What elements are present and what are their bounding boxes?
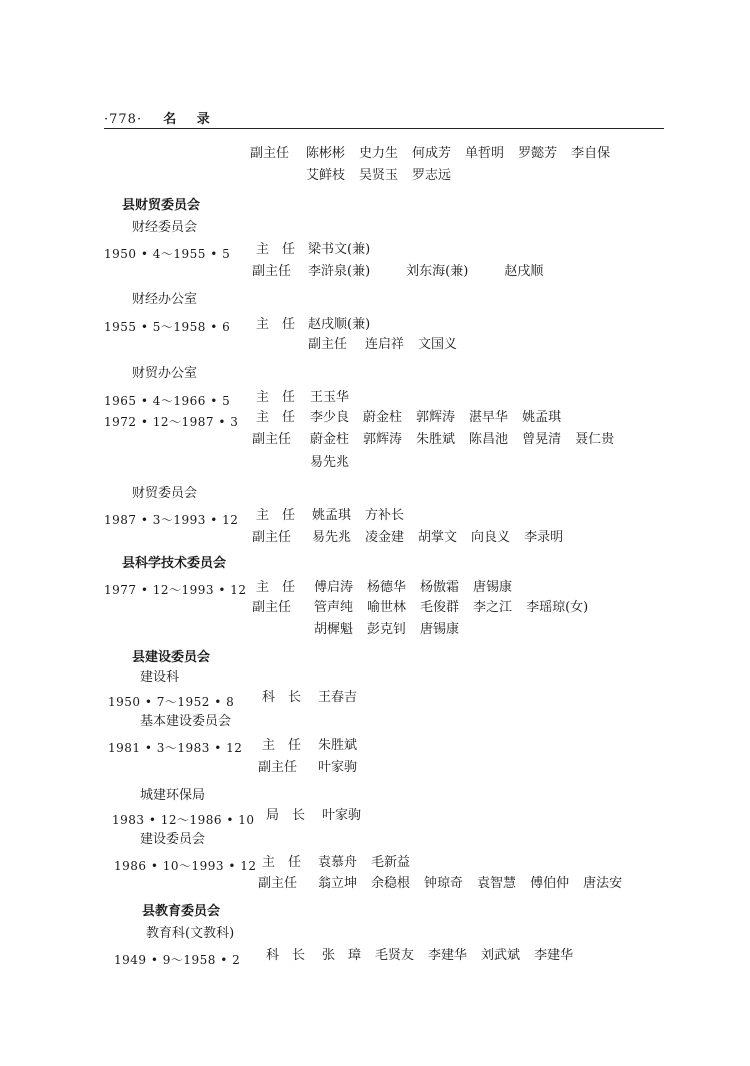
role-label: 主 任 <box>256 390 296 405</box>
role-label: 副主任 <box>252 530 292 545</box>
person-name: 毛俊群 <box>420 600 460 615</box>
person-name: 梁书文(兼) <box>308 242 371 257</box>
person-name: 文国义 <box>418 337 458 352</box>
person-name: 李瑶琼(女) <box>526 600 589 615</box>
name-list <box>308 242 384 258</box>
person-name: 袁慕舟 <box>318 855 358 870</box>
role-label: 副主任 <box>258 760 298 775</box>
person-name: 余稳根 <box>371 876 411 891</box>
date-range: 1950 • 7～1952 • 8 <box>108 695 235 709</box>
page-title: 名 录 <box>163 112 218 127</box>
date-range: 1965 • 4～1966 • 5 <box>104 394 231 408</box>
person-name: 张 璋 <box>322 948 362 963</box>
person-name: 管声纯 <box>314 600 354 615</box>
subsection-title: 教育科(文教科) <box>146 926 235 941</box>
person-name: 刘东海(兼) <box>406 264 469 279</box>
role-label: 主 任 <box>256 580 296 595</box>
subsection-title: 建设委员会 <box>140 832 206 847</box>
person-name: 喻世林 <box>367 600 407 615</box>
role-label: 科 长 <box>266 948 306 963</box>
name-list <box>310 410 575 426</box>
role-label: 主 任 <box>262 855 302 870</box>
person-name: 连启祥 <box>365 337 405 352</box>
person-name: 李之江 <box>473 600 513 615</box>
person-name: 李录明 <box>524 530 564 545</box>
person-name: 姚孟琪 <box>312 508 352 523</box>
name-list <box>308 264 579 280</box>
name-list <box>312 530 577 546</box>
date-range: 1987 • 3～1993 • 12 <box>104 513 239 527</box>
person-name: 朱胜斌 <box>416 432 456 447</box>
name-list <box>312 508 418 524</box>
subsection-title: 财经委员会 <box>132 220 198 235</box>
person-name: 傅伯仲 <box>530 876 570 891</box>
role-label: 副主任 <box>252 600 292 615</box>
name-list <box>310 455 363 471</box>
person-name: 王玉华 <box>310 390 350 405</box>
subsection-title: 财经办公室 <box>132 292 198 307</box>
section-title: 县财贸委员会 <box>122 198 201 213</box>
name-list <box>306 146 624 162</box>
name-list <box>318 855 424 871</box>
person-name: 罗志远 <box>412 168 452 183</box>
section-title: 县建设委员会 <box>132 650 211 665</box>
name-list <box>314 600 602 616</box>
person-name: 蔚金柱 <box>310 432 350 447</box>
name-list <box>308 317 384 333</box>
name-list <box>310 390 363 406</box>
page-number: ·778· <box>104 112 143 127</box>
name-list <box>314 580 526 596</box>
name-list <box>365 337 471 353</box>
role-label: 主 任 <box>256 508 296 523</box>
name-list <box>322 948 587 964</box>
name-list <box>314 622 473 638</box>
name-list <box>310 432 628 448</box>
date-range: 1972 • 12～1987 • 3 <box>104 415 239 429</box>
person-name: 王春吉 <box>318 690 358 705</box>
person-name: 聂仁贵 <box>575 432 615 447</box>
person-name: 陈昌池 <box>469 432 509 447</box>
subsection-title: 财贸委员会 <box>132 486 198 501</box>
person-name: 刘武斌 <box>481 948 521 963</box>
person-name: 赵戌顺 <box>504 264 544 279</box>
person-name: 单哲明 <box>465 146 505 161</box>
person-name: 毛贤友 <box>375 948 415 963</box>
name-list <box>318 690 371 706</box>
person-name: 叶家驹 <box>322 808 362 823</box>
role-label: 主 任 <box>256 317 296 332</box>
person-name: 李建华 <box>534 948 574 963</box>
person-name: 李少良 <box>310 410 350 425</box>
person-name: 唐锡康 <box>420 622 460 637</box>
page-header <box>104 108 218 127</box>
person-name: 李浒泉(兼) <box>308 264 371 279</box>
subsection-title: 基本建设委员会 <box>140 714 232 729</box>
role-label: 局 长 <box>266 808 306 823</box>
person-name: 向良义 <box>471 530 511 545</box>
person-name: 毛新益 <box>371 855 411 870</box>
person-name: 朱胜斌 <box>318 738 358 753</box>
person-name: 赵戌顺(兼) <box>308 317 371 332</box>
role-label: 副主任 <box>258 876 298 891</box>
date-range: 1950 • 4～1955 • 5 <box>104 247 231 261</box>
section-title: 县科学技术委员会 <box>122 556 227 571</box>
person-name: 李自保 <box>571 146 611 161</box>
person-name: 易先兆 <box>312 530 352 545</box>
person-name: 杨德华 <box>367 580 407 595</box>
person-name: 李建华 <box>428 948 468 963</box>
role-label: 副主任 <box>250 146 290 161</box>
name-list <box>318 738 371 754</box>
name-list <box>322 808 375 824</box>
person-name: 傅启涛 <box>314 580 354 595</box>
role-label: 副主任 <box>252 432 292 447</box>
name-list <box>318 760 371 776</box>
role-label: 副主任 <box>308 337 348 352</box>
person-name: 翁立坤 <box>318 876 358 891</box>
subsection-title: 建设科 <box>140 670 180 685</box>
role-label: 主 任 <box>262 738 302 753</box>
role-label: 主 任 <box>256 410 296 425</box>
date-range: 1949 • 9～1958 • 2 <box>114 953 241 967</box>
name-list <box>318 876 636 892</box>
section-title: 县教育委员会 <box>142 904 221 919</box>
subsection-title: 财贸办公室 <box>132 366 198 381</box>
person-name: 唐法安 <box>583 876 623 891</box>
person-name: 钟琼奇 <box>424 876 464 891</box>
subsection-title: 城建环保局 <box>140 788 206 803</box>
name-list <box>306 168 465 184</box>
person-name: 胡掌文 <box>418 530 458 545</box>
role-label: 主 任 <box>256 242 296 257</box>
person-name: 艾鲜枝 <box>306 168 346 183</box>
person-name: 杨傲霜 <box>420 580 460 595</box>
date-range: 1977 • 12～1993 • 12 <box>104 583 247 597</box>
role-label: 科 长 <box>262 690 302 705</box>
date-range: 1986 • 10～1993 • 12 <box>114 859 257 873</box>
person-name: 曾晃清 <box>522 432 562 447</box>
person-name: 唐锡康 <box>473 580 513 595</box>
person-name: 郭辉涛 <box>416 410 456 425</box>
person-name: 罗懿芳 <box>518 146 558 161</box>
date-range: 1955 • 5～1958 • 6 <box>104 320 231 334</box>
person-name: 凌金建 <box>365 530 405 545</box>
person-name: 胡樨魁 <box>314 622 354 637</box>
date-range: 1983 • 12～1986 • 10 <box>112 813 255 827</box>
person-name: 蔚金柱 <box>363 410 403 425</box>
person-name: 姚孟琪 <box>522 410 562 425</box>
person-name: 易先兆 <box>310 455 350 470</box>
person-name: 何成芳 <box>412 146 452 161</box>
person-name: 方补长 <box>365 508 405 523</box>
person-name: 彭克钊 <box>367 622 407 637</box>
person-name: 郭辉涛 <box>363 432 403 447</box>
header-rule <box>104 128 664 129</box>
person-name: 湛早华 <box>469 410 509 425</box>
person-name: 陈彬彬 <box>306 146 346 161</box>
date-range: 1981 • 3～1983 • 12 <box>108 741 243 755</box>
person-name: 叶家驹 <box>318 760 358 775</box>
role-label: 副主任 <box>252 264 292 279</box>
person-name: 吴贤玉 <box>359 168 399 183</box>
person-name: 史力生 <box>359 146 399 161</box>
person-name: 袁智慧 <box>477 876 517 891</box>
